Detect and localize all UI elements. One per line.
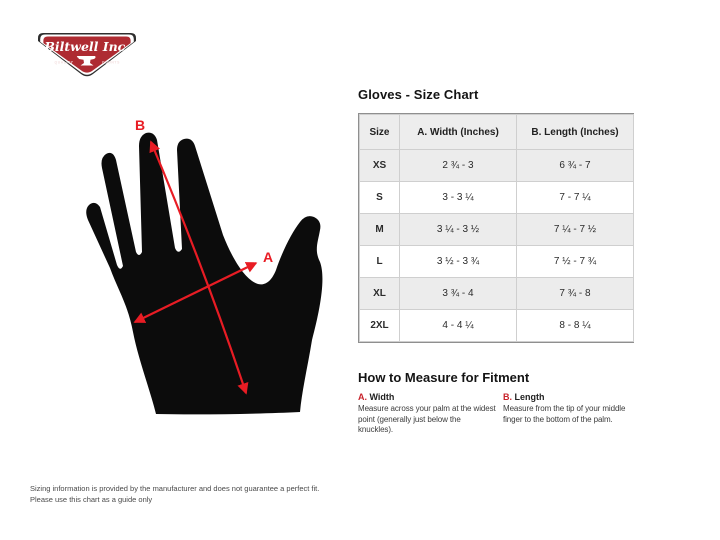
size-cell: XS bbox=[360, 150, 400, 182]
width-cell: 3 ½ - 3 ¾ bbox=[400, 246, 517, 278]
biltwell-logo bbox=[37, 32, 137, 77]
table-row bbox=[360, 214, 634, 246]
width-cell: 3 ¾ - 4 bbox=[400, 278, 517, 310]
measure-length-label bbox=[503, 392, 642, 402]
table-row bbox=[360, 150, 634, 182]
measure-instructions bbox=[358, 392, 648, 436]
length-cell: 7 - 7 ¼ bbox=[517, 182, 634, 214]
size-cell: L bbox=[360, 246, 400, 278]
measure-item-length bbox=[503, 392, 642, 436]
table-row bbox=[360, 246, 634, 278]
size-cell: 2XL bbox=[360, 310, 400, 342]
length-cell: 7 ¼ - 7 ½ bbox=[517, 214, 634, 246]
label-b: B bbox=[134, 117, 146, 133]
disclaimer bbox=[30, 484, 319, 505]
measure-item-width bbox=[358, 392, 497, 436]
disclaimer-line2: Please use this chart as a guide only bbox=[30, 494, 153, 504]
hand-measurement-diagram bbox=[80, 100, 340, 430]
size-cell: S bbox=[360, 182, 400, 214]
length-cell: 6 ¾ - 7 bbox=[517, 150, 634, 182]
measure-length-label-text: Length bbox=[514, 392, 545, 402]
table-row bbox=[360, 182, 634, 214]
measure-section-title: How to Measure for Fitment bbox=[358, 370, 530, 385]
length-cell: 7 ¾ - 8 bbox=[517, 278, 634, 310]
size-cell: M bbox=[360, 214, 400, 246]
width-cell: 2 ¾ - 3 bbox=[400, 150, 517, 182]
size-cell: XL bbox=[360, 278, 400, 310]
disclaimer-line1: Sizing information is provided by the manufacturer and does not guarantee a perfect fit. bbox=[30, 484, 320, 493]
label-a: A bbox=[262, 249, 274, 265]
measure-length-prefix: B. bbox=[503, 392, 512, 402]
column-header-size: Size bbox=[360, 115, 400, 150]
measure-width-text: Measure across your palm at the widest point (generally just below the knuckles). bbox=[358, 404, 496, 435]
width-cell: 4 - 4 ¼ bbox=[400, 310, 517, 342]
measure-width-prefix: A. bbox=[358, 392, 367, 402]
column-header-width: A. Width (Inches) bbox=[400, 115, 517, 150]
measure-width-label-text: Width bbox=[369, 392, 395, 402]
width-cell: 3 - 3 ¼ bbox=[400, 182, 517, 214]
measure-width-label bbox=[358, 392, 497, 402]
table-header-row bbox=[360, 115, 634, 150]
size-chart-title: Gloves - Size Chart bbox=[358, 87, 479, 102]
column-header-length: B. Length (Inches) bbox=[517, 115, 634, 150]
logo-brand-text: Biltwell Inc. bbox=[44, 39, 130, 54]
width-cell: 3 ¼ - 3 ½ bbox=[400, 214, 517, 246]
logo-tagline-left: QUALITY bbox=[54, 60, 74, 65]
size-chart-table bbox=[358, 113, 634, 343]
table-row bbox=[360, 310, 634, 342]
table-row bbox=[360, 278, 634, 310]
length-cell: 8 - 8 ¼ bbox=[517, 310, 634, 342]
length-cell: 7 ½ - 7 ¾ bbox=[517, 246, 634, 278]
logo-tagline-right: COUNTS bbox=[102, 60, 120, 65]
measure-length-text: Measure from the tip of your middle finger to the bottom of the palm. bbox=[503, 404, 626, 424]
